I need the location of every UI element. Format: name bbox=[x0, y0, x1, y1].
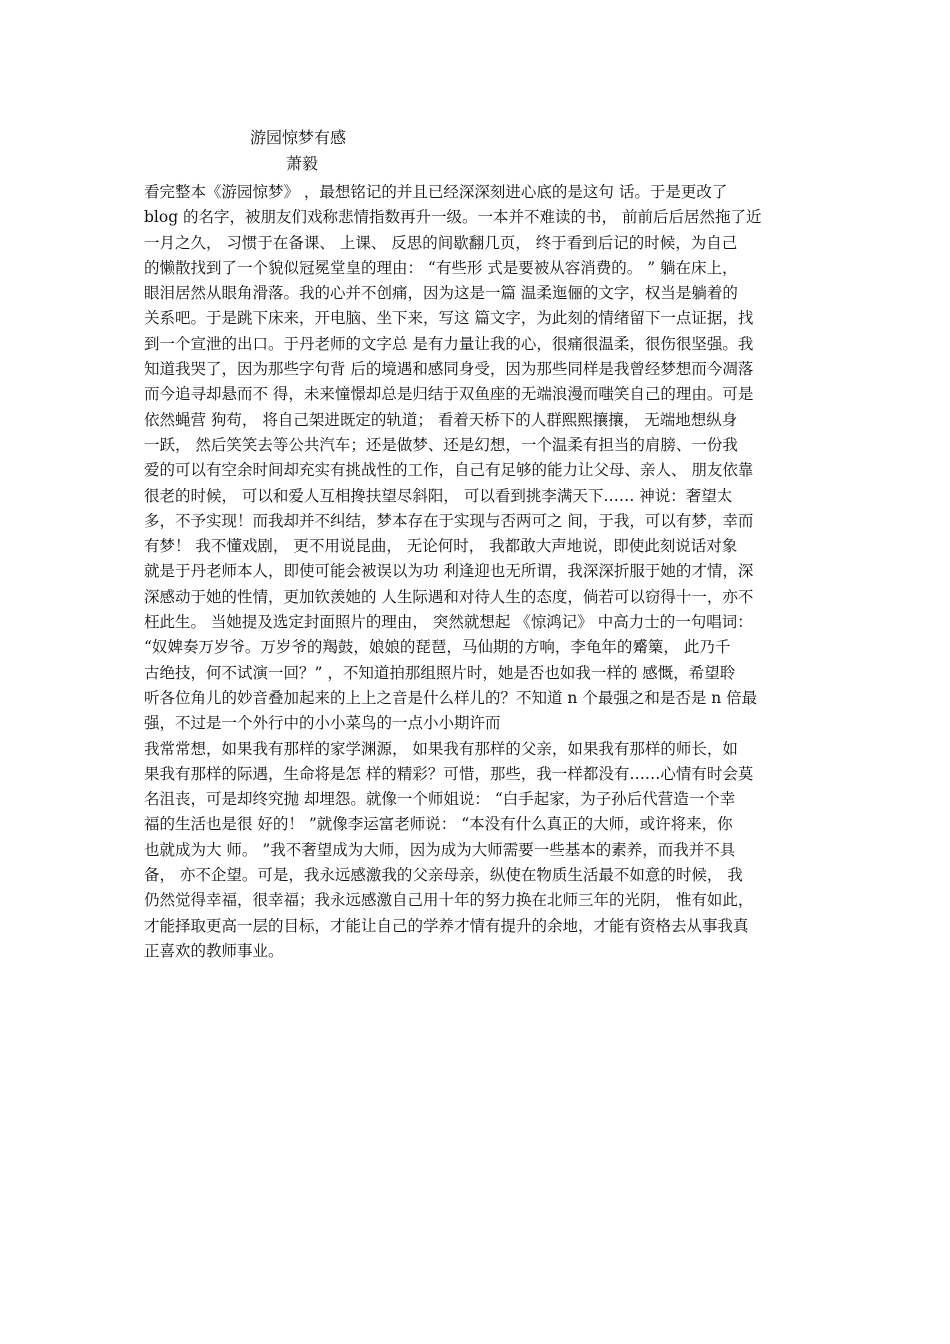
body-line: 深感动于她的性情，更加钦羡她的 人生际遇和对待人生的态度，倘若可以窃得十一，亦不 bbox=[144, 587, 754, 606]
body-line: 到一个宣泄的出口。于丹老师的文字总 是有力量让我的心，很痛很温柔，很伤很坚强。我 bbox=[144, 334, 754, 353]
body-line: 听各位角儿的妙音叠加起来的上上之音是什么样儿的？不知道 n 个最强之和是否是 n 倍最 bbox=[144, 688, 758, 707]
body-line: “奴婢奏万岁爷。万岁爷的羯鼓，娘娘的琵琶，马仙期的方响，李龟年的觱篥， 此乃千 bbox=[144, 638, 731, 657]
body-line: 看完整本《游园惊梦》 ，最想铭记的并且已经深深刻进心底的是这句 话。于是更改了 bbox=[144, 183, 728, 201]
document-author: 萧毅 bbox=[286, 154, 319, 173]
body-line: 古绝技，何不试演一回？” ，不知道拍那组照片时，她是否也如我一样的 感慨，希望聆 bbox=[144, 663, 736, 682]
body-line: 名沮丧，可是却终究抛 却埋怨。就像一个师姐说： “白手起家，为子孙后代营造一个幸 bbox=[144, 790, 736, 809]
body-line: 福的生活也是很 好的！ ”就像李运富老师说： “本没有什么真正的大师，或许将来，你 bbox=[144, 815, 733, 834]
body-line: 正喜欢的教师事业。 bbox=[144, 941, 284, 960]
body-line: 才能择取更高一层的目标，才能让自己的学养才情有提升的余地，才能有资格去从事我真 bbox=[144, 916, 749, 935]
body-line: 也就成为大 师。 ”我不奢望成为大师，因为成为大师需要一些基本的素养，而我并不具 bbox=[144, 840, 736, 859]
document-title: 游园惊梦有感 bbox=[250, 128, 347, 147]
body-line: 的懒散找到了一个貌似冠冕堂皇的理由： “有些形 式是要被从容消费的。 ” 躺在床上， bbox=[144, 258, 738, 277]
body-line: 而今追寻却悬而不 得，未来憧憬却总是归结于双鱼座的无端浪漫而嗤笑自己的理由。可是 bbox=[144, 385, 754, 404]
body-line: 备， 亦不企望。可是，我永远感激我的父亲母亲，纵使在物质生活最不如意的时候， 我 bbox=[144, 866, 743, 885]
body-line: 强，不过是一个外行中的小小菜鸟的一点小小期许而 bbox=[144, 714, 501, 733]
body-line: 依然蝇营 狗苟， 将自己架进既定的轨道； 看着天桥下的人群熙熙攘攘， 无端地想纵身 bbox=[144, 410, 738, 429]
body-line: 有梦！ 我不懂戏剧， 更不用说昆曲， 无论何时， 我都敢大声地说，即使此刻说话对象 bbox=[144, 537, 738, 556]
body-line: 就是于丹老师本人，即使可能会被误以为功 利逢迎也无所谓，我深深折服于她的才情，深 bbox=[144, 562, 754, 581]
body-line: 我常常想，如果我有那样的家学渊源， 如果我有那样的父亲，如果我有那样的师长，如 bbox=[144, 739, 738, 758]
body-line: 知道我哭了，因为那些字句背 后的境遇和感同身受，因为那些同样是我曾经梦想而今凋落 bbox=[144, 360, 754, 379]
document-body bbox=[144, 180, 814, 964]
body-line: 一跃， 然后笑笑去等公共汽车；还是做梦、还是幻想，一个温柔有担当的肩膀、一份我 bbox=[144, 435, 738, 454]
body-line: 仍然觉得幸福，很幸福；我永远感激自己用十年的努力换在北师三年的光阴， 惟有如此， bbox=[144, 891, 754, 910]
body-line: 一月之久， 习惯于在备课、 上课、 反思的间歇翻几页， 终于看到后记的时候，为自己 bbox=[144, 233, 738, 252]
body-line: 枉此生。 当她提及选定封面照片的理由， 突然就想起 《惊鸿记》 中高力士的一句唱词： bbox=[144, 613, 753, 632]
body-line: 关系吧。于是跳下床来，开电脑、坐下来，写这 篇文字，为此刻的情绪留下一点证据，找 bbox=[144, 309, 754, 328]
body-line: 很老的时候， 可以和爱人互相搀扶望尽斜阳， 可以看到挑李满天下…… 神说：奢望太 bbox=[144, 486, 733, 505]
body-line: 眼泪居然从眼角滑落。我的心并不创痛，因为这是一篇 温柔迤俪的文字，权当是躺着的 bbox=[144, 284, 738, 303]
body-line: blog 的名字，被朋友们戏称悲情指数再升一级。一本并不难读的书， 前前后后居然拖了近 bbox=[144, 208, 762, 227]
body-line: 多，不予实现！而我却并不纠结，梦本存在于实现与否两可之 间，于我，可以有梦，幸而 bbox=[144, 511, 754, 530]
body-line: 果我有那样的际遇，生命将是怎 样的精彩？可惜，那些，我一样都没有……心情有时会莫 bbox=[144, 764, 754, 783]
body-line: 爱的可以有空余时间却充实有挑战性的工作，自己有足够的能力让父母、亲人、 朋友依靠 bbox=[144, 461, 754, 480]
